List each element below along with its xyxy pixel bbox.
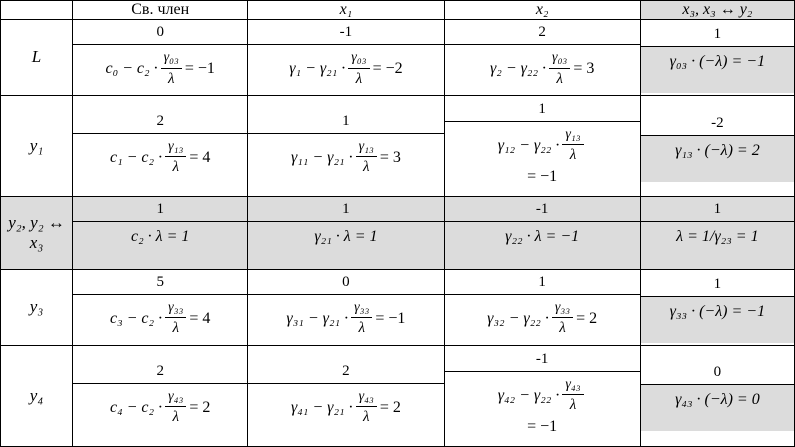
expr-lead: γ₄₁ − γ₂₁ ·	[290, 399, 353, 417]
cell-L-x1	[248, 20, 444, 96]
fraction-denominator: λ	[167, 70, 175, 87]
cell-value: -1	[445, 197, 640, 222]
row-label-y1	[1, 95, 73, 196]
table-row	[1, 95, 795, 196]
fraction	[562, 377, 583, 414]
cell-value: 1	[641, 22, 794, 47]
cell-expression: γ₂₁ · λ = 1	[314, 228, 378, 246]
expr-tail: = 4	[189, 310, 211, 328]
cell-value: 0	[641, 360, 794, 385]
expr-tail: = 2	[379, 399, 401, 417]
fraction-numerator: γ₀₃	[348, 50, 369, 68]
cell-y4-x3	[640, 345, 794, 446]
cell-y3-x2	[444, 269, 640, 345]
cell-y4-free	[73, 345, 248, 446]
cell-value: 2	[73, 359, 247, 384]
cell-expression	[73, 45, 247, 94]
expr-lead: γ₁ − γ₂₁ ·	[289, 60, 346, 78]
fraction	[549, 50, 570, 87]
cell-expression: c₂ · λ = 1	[130, 228, 190, 246]
expr-tail: = 3	[573, 60, 595, 78]
row-label-text: y₂, y₂ ↔ x₃	[8, 212, 65, 252]
fraction-numerator: γ₃₃	[351, 300, 372, 318]
expr-tail: = 3	[379, 149, 401, 167]
cell-expression: γ₃₃ · (−λ) = −1	[641, 297, 794, 343]
expr-lead: γ₂ − γ₂₂ ·	[489, 60, 547, 78]
table-row	[1, 197, 795, 270]
cell-y3-free	[73, 269, 248, 345]
cell-L-x3	[640, 20, 794, 96]
column-header-x2	[444, 1, 640, 20]
row-label-y4	[1, 345, 73, 446]
cell-y2-free	[73, 197, 248, 270]
expr-lead: c₀ − c₂ ·	[105, 60, 158, 78]
table-row	[1, 20, 795, 96]
cell-expression: γ₂₂ · λ = −1	[505, 228, 580, 246]
cell-value: 1	[445, 270, 640, 295]
fraction	[165, 300, 186, 337]
cell-expression	[73, 295, 247, 344]
cell-value: 1	[73, 197, 247, 222]
expr-lead: γ₄₂ − γ₂₂ ·	[497, 386, 560, 404]
fraction-denominator: λ	[362, 408, 370, 425]
cell-value: -1	[445, 347, 640, 372]
expr-tail: = −1	[527, 167, 558, 185]
cell-y2-x2	[444, 197, 640, 270]
fraction	[348, 50, 369, 87]
fraction-numerator: γ₄₃	[562, 377, 583, 395]
row-label-y3	[1, 269, 73, 345]
fraction	[161, 50, 182, 87]
cell-value: 0	[248, 270, 443, 295]
column-header-x3	[640, 1, 794, 20]
fraction-numerator: γ₃₃	[165, 300, 186, 318]
fraction	[552, 300, 573, 337]
cell-value: 1	[641, 272, 794, 297]
expr-tail: = 2	[576, 310, 598, 328]
column-header-x1-label: x₁	[339, 1, 353, 18]
fraction	[165, 139, 186, 176]
cell-expression	[248, 295, 443, 344]
cell-expression	[73, 134, 247, 183]
row-label-y2	[1, 197, 73, 270]
fraction-numerator: γ₄₃	[165, 389, 186, 407]
cell-L-free	[73, 20, 248, 96]
cell-L-x2	[444, 20, 640, 96]
cell-expression	[248, 134, 443, 183]
fraction	[351, 300, 372, 337]
fraction	[562, 127, 583, 164]
cell-expression	[445, 45, 640, 94]
fraction-denominator: λ	[559, 320, 566, 337]
cell-expression	[248, 45, 443, 94]
cell-value: -2	[641, 111, 794, 136]
table-row	[1, 269, 795, 345]
expr-tail: = −1	[184, 60, 215, 78]
expr-lead: c₃ − c₂ ·	[109, 310, 163, 328]
cell-y3-x1	[248, 269, 444, 345]
cell-y1-x1	[248, 95, 444, 196]
fraction	[356, 139, 377, 176]
cell-y1-free	[73, 95, 248, 196]
fraction-numerator: γ₁₃	[165, 139, 186, 157]
column-header-x3-label: x₃, x₃ ↔ y₂	[682, 1, 753, 18]
fraction-denominator: λ	[362, 159, 370, 176]
cell-expression: γ₀₃ · (−λ) = −1	[641, 47, 794, 93]
expr-tail: = −2	[372, 60, 403, 78]
fraction-denominator: λ	[172, 159, 179, 176]
cell-expression: λ = 1/γ₂₃ = 1	[676, 228, 759, 246]
fraction-numerator: γ₄₃	[356, 389, 377, 407]
cell-value: -1	[248, 20, 443, 45]
cell-expression	[248, 384, 443, 433]
cell-value: 0	[73, 20, 247, 45]
cell-y2-x1	[248, 197, 444, 270]
cell-value: 1	[445, 97, 640, 122]
table-header-row	[1, 1, 795, 20]
cell-y3-x3	[640, 269, 794, 345]
fraction-denominator: λ	[569, 146, 577, 163]
table-row	[1, 345, 795, 446]
fraction-denominator: λ	[355, 70, 363, 87]
expr-lead: c₁ − c₂ ·	[109, 149, 163, 167]
cell-expression	[73, 384, 247, 433]
row-label-text: y₄	[29, 385, 44, 405]
fraction-numerator: γ₀₃	[549, 50, 570, 68]
cell-expression: γ₄₃ · (−λ) = 0	[641, 385, 794, 431]
expr-lead: γ₃₂ − γ₂₂ ·	[487, 310, 549, 328]
expr-lead: γ₁₂ − γ₂₂ ·	[497, 136, 560, 154]
expr-lead: c₄ − c₂ ·	[109, 399, 163, 417]
expr-tail: = 2	[189, 399, 211, 417]
cell-value: 5	[73, 270, 247, 295]
cell-value: 1	[248, 109, 443, 134]
cell-value: 1	[641, 197, 794, 222]
column-header-corner	[1, 1, 73, 20]
row-label-L: L	[1, 20, 73, 96]
cell-expression	[445, 295, 640, 344]
cell-value: 1	[248, 197, 443, 222]
cell-y1-x3	[640, 95, 794, 196]
cell-y2-x3	[640, 197, 794, 270]
cell-expression	[445, 372, 640, 446]
fraction-denominator: λ	[172, 320, 179, 337]
cell-expression	[445, 122, 640, 196]
expr-lead: γ₃₁ − γ₂₁ ·	[286, 310, 349, 328]
cell-y4-x1	[248, 345, 444, 446]
cell-value: 2	[445, 20, 640, 45]
column-header-free-term: Св. член	[73, 1, 248, 20]
cell-expression: γ₁₃ · (−λ) = 2	[641, 136, 794, 182]
expr-lead: γ₁₁ − γ₂₁ ·	[290, 149, 353, 167]
fraction-denominator: λ	[172, 408, 179, 425]
column-header-x2-label: x₂	[535, 1, 549, 18]
fraction	[356, 389, 377, 426]
fraction-numerator: γ₁₃	[356, 139, 377, 157]
cell-y4-x2	[444, 345, 640, 446]
row-label-text: y₃	[29, 297, 44, 317]
cell-y1-x2	[444, 95, 640, 196]
cell-value: 2	[73, 109, 247, 134]
fraction-numerator: γ₀₃	[161, 50, 182, 68]
expr-tail: = −1	[527, 417, 558, 435]
fraction-numerator: γ₁₃	[562, 127, 583, 145]
column-header-x1	[248, 1, 444, 20]
fraction-denominator: λ	[358, 320, 365, 337]
fraction	[165, 389, 186, 426]
fraction-numerator: γ₃₃	[552, 300, 573, 318]
expr-tail: = −1	[375, 310, 406, 328]
fraction-denominator: λ	[569, 396, 577, 413]
cell-value: 2	[248, 359, 443, 384]
fraction-denominator: λ	[556, 70, 563, 87]
expr-tail: = 4	[189, 149, 211, 167]
row-label-text: y₁	[29, 136, 44, 156]
